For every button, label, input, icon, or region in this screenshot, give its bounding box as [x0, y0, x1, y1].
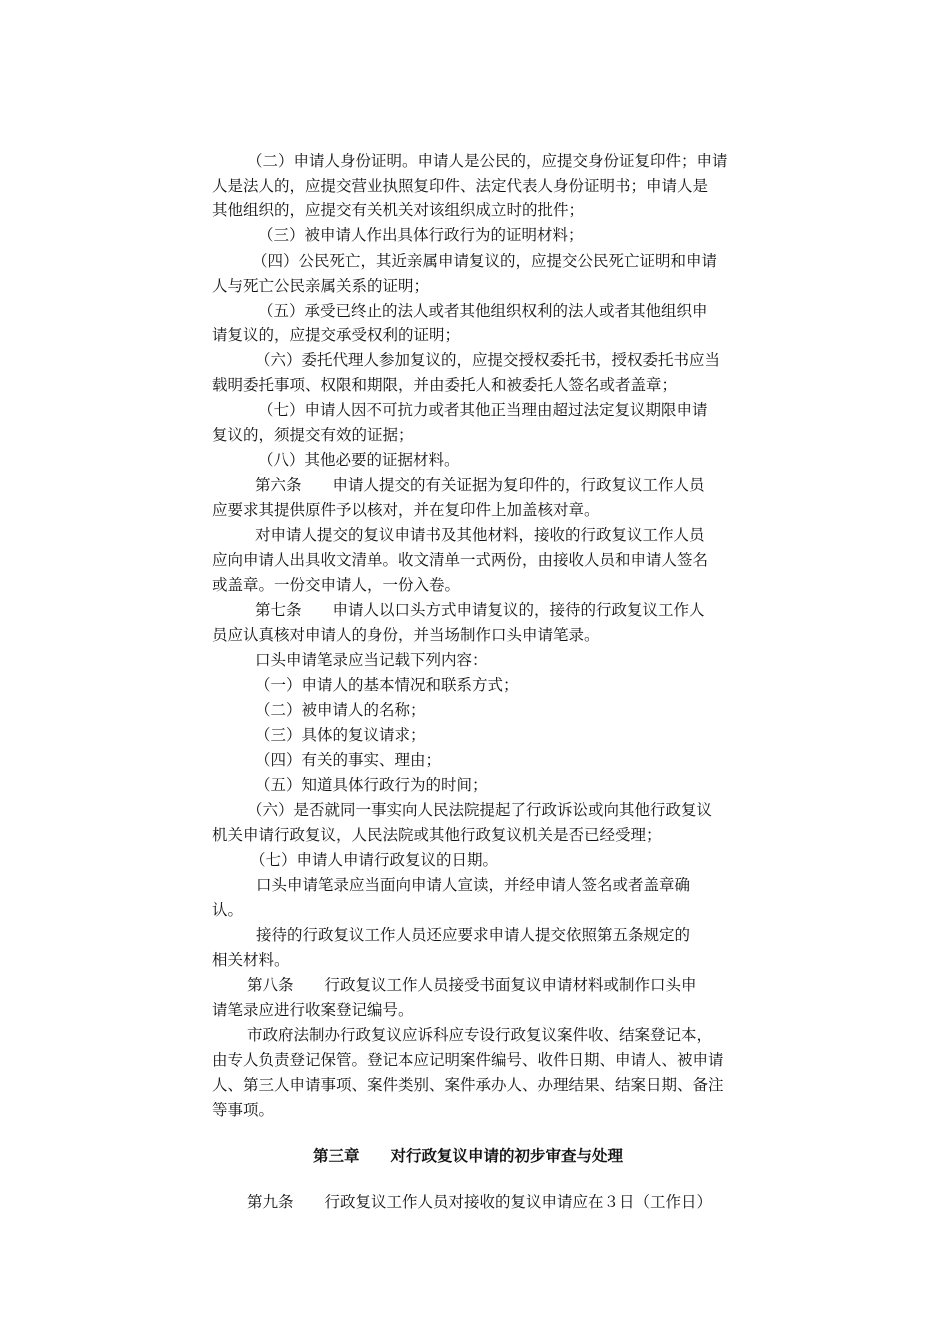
text-line: 口头申请笔录应当面向申请人宣读，并经申请人签名或者盖章确: [256, 876, 691, 894]
text-line: 载明委托事项、权限和期限，并由委托人和被委托人签名或者盖章；: [212, 376, 678, 394]
text-line: 市政府法制办行政复议应诉科应专设行政复议案件收、结案登记本，: [247, 1026, 713, 1044]
text-line: （四）有关的事实、理由；: [255, 751, 442, 769]
text-line: 人与死亡公民亲属关系的证明；: [212, 277, 430, 295]
text-line: 认。: [212, 901, 244, 919]
text-line: 等事项。: [212, 1101, 275, 1119]
text-line: 复议的，须提交有效的证据；: [212, 426, 414, 444]
text-line: （四）公民死亡，其近亲属申请复议的，应提交公民死亡证明和申请: [252, 252, 718, 270]
article-7-line: 第七条 申请人以口头方式申请复议的，接待的行政复议工作人: [255, 601, 705, 619]
text-line: （八）其他必要的证据材料。: [258, 451, 460, 469]
text-line: （六）是否就同一事实向人民法院提起了行政诉讼或向其他行政复议: [247, 801, 713, 819]
text-line: （二）被申请人的名称；: [255, 701, 426, 719]
text-line: （七）申请人因不可抗力或者其他正当理由超过法定复议期限申请: [258, 401, 708, 419]
text-line: （五）知道具体行政行为的时间；: [255, 776, 488, 794]
article-8-line: 第八条 行政复议工作人员接受书面复议申请材料或制作口头申: [247, 976, 697, 994]
text-line: （三）具体的复议请求；: [255, 726, 426, 744]
text-line: 或盖章。一份交申请人，一份入卷。: [212, 576, 461, 594]
text-line: 应向申请人出具收文清单。收文清单一式两份，由接收人员和申请人签名: [212, 551, 709, 569]
article-6-line: 第六条 申请人提交的有关证据为复印件的，行政复议工作人员: [255, 476, 705, 494]
text-line: 员应认真核对申请人的身份，并当场制作口头申请笔录。: [212, 626, 600, 644]
text-line: （二）申请人身份证明。申请人是公民的，应提交身份证复印件；申请: [247, 152, 728, 170]
text-line: 口头申请笔录应当记载下列内容：: [255, 651, 488, 669]
text-line: 对申请人提交的复议申请书及其他材料，接收的行政复议工作人员: [255, 526, 705, 544]
text-line: 请笔录应进行收案登记编号。: [212, 1001, 414, 1019]
text-line: 机关申请行政复议，人民法院或其他行政复议机关是否已经受理；: [212, 826, 662, 844]
text-line: （七）申请人申请行政复议的日期。: [250, 851, 499, 869]
text-line: 应要求其提供原件予以核对，并在复印件上加盖核对章。: [212, 501, 600, 519]
text-line: 相关材料。: [212, 951, 290, 969]
text-line: 请复议的，应提交承受权利的证明；: [212, 326, 461, 344]
text-line: 人、第三人申请事项、案件类别、案件承办人、办理结果、结案日期、备注: [212, 1076, 724, 1094]
article-9-line: 第九条 行政复议工作人员对接收的复议申请应在３日（工作日）: [247, 1193, 713, 1211]
text-line: （一）申请人的基本情况和联系方式；: [255, 676, 519, 694]
text-line: 由专人负责登记保管。登记本应记明案件编号、收件日期、申请人、被申请: [212, 1051, 724, 1069]
text-line: 人是法人的，应提交营业执照复印件、法定代表人身份证明书；申请人是: [212, 177, 709, 195]
text-line: （三）被申请人作出具体行政行为的证明材料；: [258, 226, 584, 244]
text-line: （六）委托代理人参加复议的，应提交授权委托书，授权委托书应当: [255, 351, 721, 369]
text-line: 接待的行政复议工作人员还应要求申请人提交依照第五条规定的: [256, 926, 691, 944]
text-line: 其他组织的，应提交有关机关对该组织成立时的批件；: [212, 201, 585, 219]
chapter-heading: 第三章 对行政复议申请的初步审查与处理: [313, 1146, 624, 1165]
text-line: （五）承受已终止的法人或者其他组织权利的法人或者其他组织申: [258, 302, 708, 320]
